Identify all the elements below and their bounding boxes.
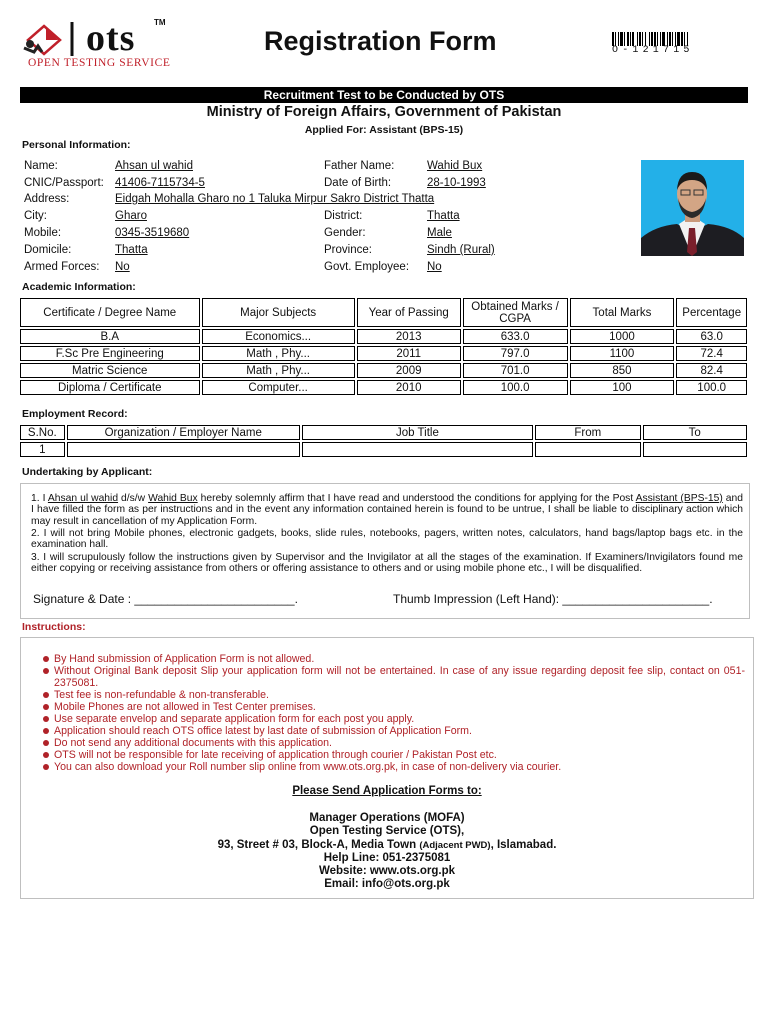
undertaking-box <box>20 483 750 619</box>
table-cell: 82.4 <box>676 363 747 378</box>
column-header: Job Title <box>302 425 533 440</box>
table-cell: 2009 <box>357 363 461 378</box>
table-cell: 100.0 <box>463 380 568 395</box>
list-item: Do not send any additional documents with this application. <box>43 737 745 749</box>
barcode-number: O-121715 <box>612 45 694 56</box>
thumb-impression-line: Thumb Impression (Left Hand): ______________________. <box>393 592 713 606</box>
name-label: Name: <box>24 160 58 172</box>
table-cell: 100.0 <box>676 380 747 395</box>
employment-table <box>18 423 749 459</box>
table-cell <box>302 442 533 457</box>
list-item: Without Original Bank deposit Slip your application form will not be entertained. In case of any issue regarding deposit fee slip, contact on 051-2375081. <box>43 665 745 689</box>
undertaking-father-name: Wahid Bux <box>148 493 198 504</box>
govt-employee-label: Govt. Employee: <box>324 261 410 273</box>
logo-subtitle: OPEN TESTING SERVICE <box>28 57 171 69</box>
address-label: Address: <box>24 193 70 205</box>
table-cell: 797.0 <box>463 346 568 361</box>
email: Email: info@ots.org.pk <box>324 878 450 891</box>
column-header: Obtained Marks / CGPA <box>463 298 568 327</box>
undertaking-text: hereby solemnly affirm that I have read and understood the conditions for applying for the Post <box>197 493 636 504</box>
list-item: You can also download your Roll number slip online from www.ots.org.pk, in case of non-delivery via courier. <box>43 761 745 773</box>
mobile-label: Mobile: <box>24 227 62 239</box>
column-header: Major Subjects <box>202 298 355 327</box>
table-cell: 1 <box>20 442 65 457</box>
applied-for: Applied For: Assistant (BPS-15) <box>304 124 464 136</box>
address-city: , Islamabad. <box>490 838 557 851</box>
table-row <box>20 380 747 395</box>
address-line: Open Testing Service (OTS), <box>309 825 465 838</box>
table-cell: Math , Phy... <box>202 363 355 378</box>
armed-forces-label: Armed Forces: <box>24 261 100 273</box>
cnic-value: 41406-7115734-5 <box>115 177 205 189</box>
list-item: Test fee is non-refundable & non-transferable. <box>43 689 745 701</box>
list-item: OTS will not be responsible for late receiving of application through courier / Pakistan Post etc. <box>43 749 745 761</box>
barcode-icon <box>612 32 748 46</box>
personal-info-heading: Personal Information: <box>22 139 131 151</box>
table-row <box>20 329 747 344</box>
table-cell: F.Sc Pre Engineering <box>20 346 200 361</box>
address-line: Manager Operations (MOFA) <box>309 812 465 824</box>
father-name-value: Wahid Bux <box>427 160 483 172</box>
table-row <box>20 442 747 457</box>
city-label: City: <box>24 210 47 222</box>
govt-employee-value: No <box>427 261 442 273</box>
table-cell: Diploma / Certificate <box>20 380 200 395</box>
table-cell: 72.4 <box>676 346 747 361</box>
recruitment-banner: Recruitment Test to be Conducted by OTS <box>20 87 748 103</box>
table-cell: 1000 <box>570 329 675 344</box>
address-street: 93, Street # 03, Block-A, Media Town <box>217 838 417 851</box>
city-value: Gharo <box>115 210 147 222</box>
instructions-box <box>20 637 754 899</box>
ministry-title: Ministry of Foreign Affairs, Government of Pakistan <box>206 104 562 120</box>
table-cell: B.A <box>20 329 200 344</box>
undertaking-text: d/s/w <box>118 493 149 504</box>
instructions-heading: Instructions: <box>22 621 86 633</box>
table-cell <box>67 442 300 457</box>
page-title: Registration Form <box>264 26 497 56</box>
column-header: Certificate / Degree Name <box>20 298 200 327</box>
undertaking-text: and I have filled the form as per instructions and in the event any information contained herein is found to be untrue, I shall be liable to disciplinary action which may result in cancellation of my Application Form. <box>31 493 743 527</box>
website: Website: www.ots.org.pk <box>318 865 456 878</box>
undertaking-applicant-name: Ahsan ul wahid <box>47 493 119 504</box>
mobile-value: 0345-3519680 <box>115 227 190 239</box>
address-landmark: (Adjacent PWD) <box>419 839 491 851</box>
undertaking-heading: Undertaking by Applicant: <box>22 466 153 478</box>
table-cell: 1100 <box>570 346 675 361</box>
column-header: Organization / Employer Name <box>67 425 300 440</box>
academic-table <box>18 296 749 397</box>
table-cell: Math , Phy... <box>202 346 355 361</box>
domicile-label: Domicile: <box>24 244 72 256</box>
list-item: Use separate envelop and separate application form for each post you apply. <box>43 713 745 725</box>
table-cell: 2011 <box>357 346 461 361</box>
academic-header-row <box>20 298 747 327</box>
father-name-label: Father Name: <box>324 160 395 172</box>
ots-logo-icon <box>22 22 82 56</box>
column-header: Total Marks <box>570 298 675 327</box>
armed-forces-value: No <box>115 261 130 273</box>
table-cell: 701.0 <box>463 363 568 378</box>
table-cell: 100 <box>570 380 675 395</box>
table-cell: 2013 <box>357 329 461 344</box>
domicile-value: Thatta <box>115 244 148 256</box>
table-cell: 63.0 <box>676 329 747 344</box>
district-value: Thatta <box>427 210 460 222</box>
mailing-address <box>21 812 753 892</box>
district-label: District: <box>324 210 363 222</box>
undertaking-paragraph-2: 2. I will not bring Mobile phones, electronic gadgets, books, slide rules, notebooks, pagers, written notes, calculators, hand bags/laptop bags etc. in the examination hall. <box>31 528 743 551</box>
instructions-list <box>43 653 745 773</box>
column-header: Percentage <box>676 298 747 327</box>
undertaking-paragraph-1 <box>31 493 743 527</box>
table-cell: 633.0 <box>463 329 568 344</box>
table-cell: Matric Science <box>20 363 200 378</box>
person-photo-icon <box>641 160 744 256</box>
table-cell: 2010 <box>357 380 461 395</box>
table-row <box>20 363 747 378</box>
employment-header-row <box>20 425 747 440</box>
dob-value: 28-10-1993 <box>427 177 486 189</box>
list-item: Application should reach OTS office latest by last date of submission of Application Form. <box>43 725 745 737</box>
gender-value: Male <box>427 227 452 239</box>
academic-info-heading: Academic Information: <box>22 281 136 293</box>
table-cell: Economics... <box>202 329 355 344</box>
column-header: To <box>643 425 748 440</box>
address-value: Eidgah Mohalla Gharo no 1 Taluka Mirpur Sakro District Thatta <box>115 193 435 205</box>
table-cell: Computer... <box>202 380 355 395</box>
column-header: S.No. <box>20 425 65 440</box>
undertaking-post: Assistant (BPS-15) <box>635 493 723 504</box>
province-value: Sindh (Rural) <box>427 244 495 256</box>
name-value: Ahsan ul wahid <box>115 160 193 172</box>
signature-line: Signature & Date : ________________________. <box>33 592 298 606</box>
column-header: From <box>535 425 640 440</box>
helpline: Help Line: 051-2375081 <box>323 851 451 864</box>
table-row <box>20 346 747 361</box>
undertaking-paragraph-3: 3. I will scrupulously follow the instructions given by Supervisor and the Invigilator at all the stages of the examination. If Examiners/Invigilators found me either copying or receiving assistance from others or offering assistance to others and or using mobile phone etc., I will be disqualified. <box>31 552 743 575</box>
table-cell: 850 <box>570 363 675 378</box>
send-forms-heading: Please Send Application Forms to: <box>292 785 482 797</box>
list-item: Mobile Phones are not allowed in Test Center premises. <box>43 701 745 713</box>
list-item: By Hand submission of Application Form is not allowed. <box>43 653 745 665</box>
table-cell <box>643 442 748 457</box>
table-cell <box>535 442 640 457</box>
undertaking-text: 1. I <box>31 493 48 504</box>
address-line <box>21 839 753 852</box>
logo-text: ots <box>86 17 136 59</box>
column-header: Year of Passing <box>357 298 461 327</box>
province-label: Province: <box>324 244 372 256</box>
applicant-photo <box>641 160 744 256</box>
logo-trademark: TM <box>154 18 166 27</box>
employment-heading: Employment Record: <box>22 408 128 420</box>
cnic-label: CNIC/Passport: <box>24 177 104 189</box>
dob-label: Date of Birth: <box>324 177 392 189</box>
gender-label: Gender: <box>324 227 366 239</box>
